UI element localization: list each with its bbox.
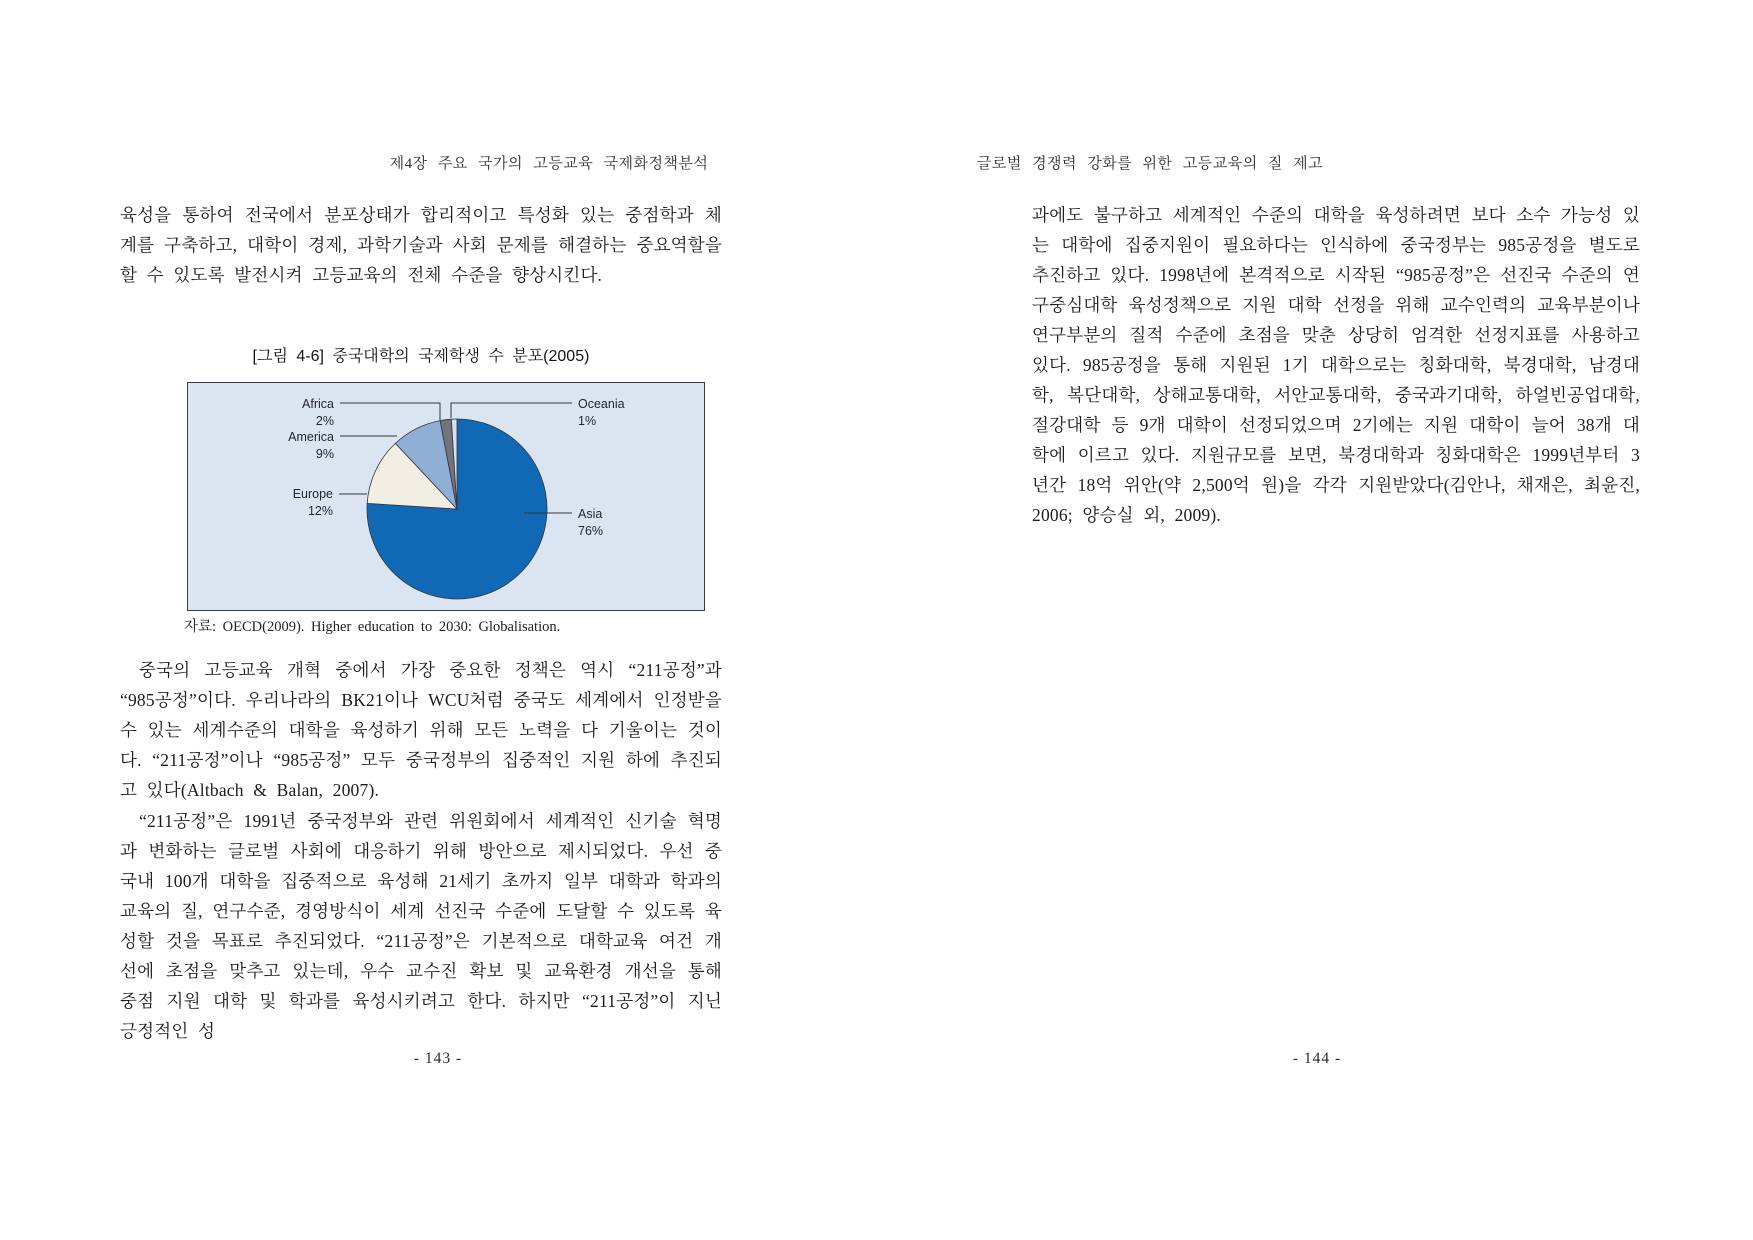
left-page-number: - 143 -	[413, 1050, 463, 1067]
pie-value-asia: 76%	[578, 524, 604, 538]
pie-label-america: America	[288, 430, 334, 444]
pie-label-asia: Asia	[578, 507, 603, 521]
pie-label-africa: Africa	[302, 397, 334, 411]
pie-chart-svg	[188, 383, 704, 610]
right-paragraph-1: 과에도 불구하고 세계적인 수준의 대학을 육성하려면 보다 소수 가능성 있는 대학에 집중지원이 필요하다는 인식하에 중국정부는 985공정을 별도로 추진하고 있다. 1998년에 본격적으로 시작된 “985공정”은 선진국 수준의 연구중심대학 육성정책으로 지원 대학 선정을 위해 교수인력의 교육부분이나 연구부분의 질적 수준에 초점을 맞춘 상당히 엄격한 선정지표를 사용하고 있다. 985공정을 통해 지원된 1기 대학으로는 칭화대학, 북경대학, 남경대학, 복단대학, 상해교통대학, 서안교통대학, 중국과기대학, 하얼빈공업대학, 절강대학 등 9개 대학이 선정되었으며 2기에는 지원 대학이 늘어 38개 대학에 이르고 있다. 지원규모를 보면, 북경대학과 칭화대학은 1999년부터 3년간 18억 위안(약 2,500억 원)을 각각 지원받았다(김안나, 채재은, 최윤진, 2006; 양승실 외, 2009).	[1032, 205, 1640, 525]
pie-label-europe: Europe	[292, 487, 333, 501]
figure-source: 자료: OECD(2009). Higher education to 2030: Globalisation.	[184, 619, 561, 635]
pie-value-oceania: 1%	[578, 414, 597, 428]
leader-line-africa	[340, 403, 440, 420]
pie-value-america: 9%	[315, 447, 334, 461]
left-paragraph-2: 중국의 고등교육 개혁 중에서 가장 중요한 정책은 역시 “211공정”과 “985공정”이다. 우리나라의 BK21이나 WCU처럼 중국도 세계에서 인정받을 수 있는 세계수준의 대학을 육성하기 위해 모든 노력을 다 기울이는 것이다. “211공정”이나 “985공정” 모두 중국정부의 집중적인 지원 하에 추진되고 있다(Altbach & Balan, 2007).	[120, 660, 722, 800]
left-paragraph-3: “211공정”은 1991년 중국정부와 관련 위원회에서 세계적인 신기술 혁명과 변화하는 글로벌 사회에 대응하기 위해 방안으로 제시되었다. 우선 중국내 100개 대학을 집중적으로 육성해 21세기 초까지 일부 대학과 학과의 교육의 질, 연구수준, 경영방식이 세계 선진국 수준에 도달할 수 있도록 육성할 것을 목표로 추진되었다. “211공정”은 기본적으로 대학교육 여건 개선에 초점을 맞추고 있는데, 우수 교수진 확보 및 교육환경 개선을 통해 중점 지원 대학 및 학과를 육성시키려고 한다. 하지만 “211공정”이 지닌 긍정적인 성	[120, 811, 722, 1041]
right-page-number: - 144 -	[1292, 1050, 1342, 1067]
left-paragraph-1: 육성을 통하여 전국에서 분포상태가 합리적이고 특성화 있는 중점학과 체계를 구축하고, 대학이 경제, 과학기술과 사회 문제를 해결하는 중요역할을 할 수 있도록 발전시켜 고등교육의 전체 수준을 향상시킨다.	[120, 205, 722, 285]
figure-caption: [그림 4-6] 중국대학의 국제학생 수 분포(2005)	[252, 348, 590, 365]
leader-line-oceania	[451, 403, 572, 418]
left-page-running-head: 제4장 주요 국가의 고등교육 국제화정책분석	[389, 156, 709, 172]
pie-label-oceania: Oceania	[578, 397, 625, 411]
pie-value-africa: 2%	[315, 414, 334, 428]
figure-chart	[187, 382, 705, 611]
right-page-running-head: 글로벌 경쟁력 강화를 위한 고등교육의 질 제고	[976, 156, 1324, 172]
pie-value-europe: 12%	[307, 504, 333, 518]
